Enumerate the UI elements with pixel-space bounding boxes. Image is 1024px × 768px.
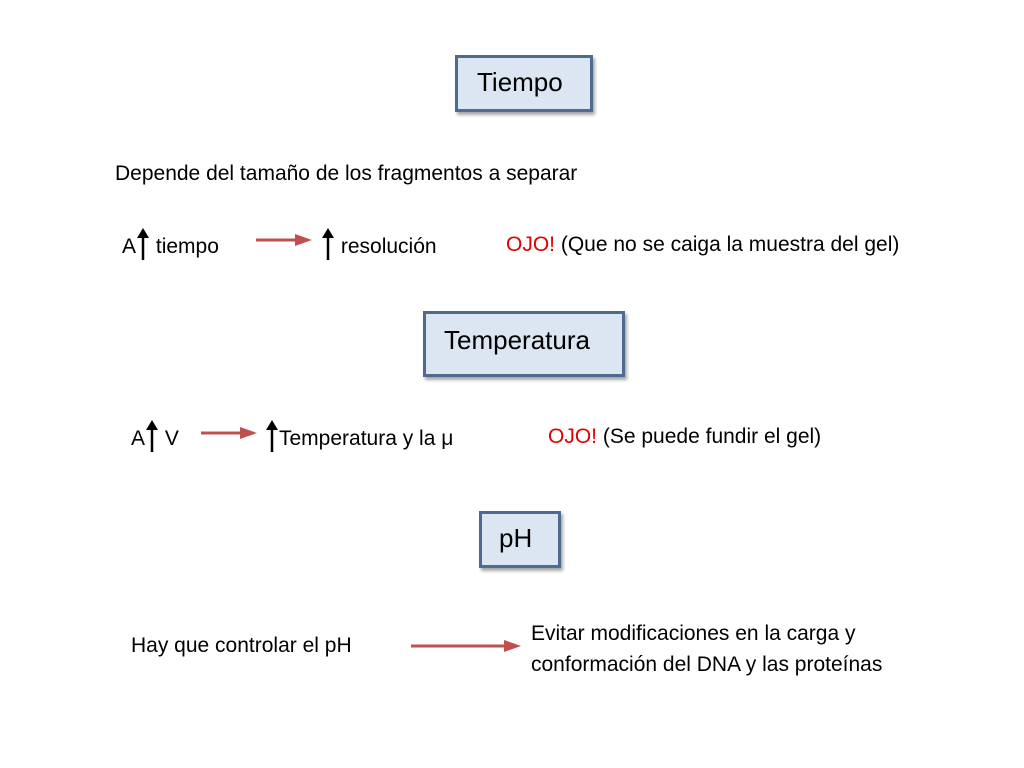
ph-consequence <box>531 618 882 680</box>
tiempo-effect <box>321 227 437 261</box>
title-box-ph <box>479 511 561 568</box>
up-arrow-icon <box>145 419 159 453</box>
tiempo-relation <box>122 227 219 261</box>
relation-prefix: A <box>122 235 137 258</box>
right-arrow-icon <box>255 233 313 247</box>
up-arrow-icon <box>136 227 150 261</box>
temperatura-warning <box>548 425 821 449</box>
title-box-temperatura <box>423 311 625 377</box>
title-box-tiempo <box>455 55 593 112</box>
temperatura-effect <box>265 419 453 453</box>
warning-text: (Se puede fundir el gel) <box>602 425 822 448</box>
title-temperatura: Temperatura <box>444 325 590 355</box>
right-arrow-icon <box>200 426 258 440</box>
warning-label: OJO! <box>548 425 598 448</box>
consequence-line-1: Evitar modificaciones en la carga y <box>531 622 856 645</box>
consequence-line-2: conformación del DNA y las proteínas <box>531 653 883 676</box>
title-ph: pH <box>499 523 533 553</box>
right-arrow-icon <box>410 639 522 653</box>
relation-effect: resolución <box>340 235 437 258</box>
relation-cause: tiempo <box>155 235 219 258</box>
relation-cause: V <box>164 427 179 450</box>
relation-effect: Temperatura y la μ <box>279 427 454 450</box>
ph-statement: Hay que controlar el pH <box>131 634 352 657</box>
temperatura-relation <box>131 419 179 453</box>
warning-text: (Que no se caiga la muestra del gel) <box>560 233 900 256</box>
title-tiempo: Tiempo <box>477 67 563 97</box>
tiempo-description: Depende del tamaño de los fragmentos a separar <box>115 162 578 185</box>
tiempo-warning <box>506 233 899 257</box>
relation-prefix: A <box>131 427 146 450</box>
up-arrow-icon <box>265 419 279 453</box>
up-arrow-icon <box>321 227 335 261</box>
warning-label: OJO! <box>506 233 556 256</box>
